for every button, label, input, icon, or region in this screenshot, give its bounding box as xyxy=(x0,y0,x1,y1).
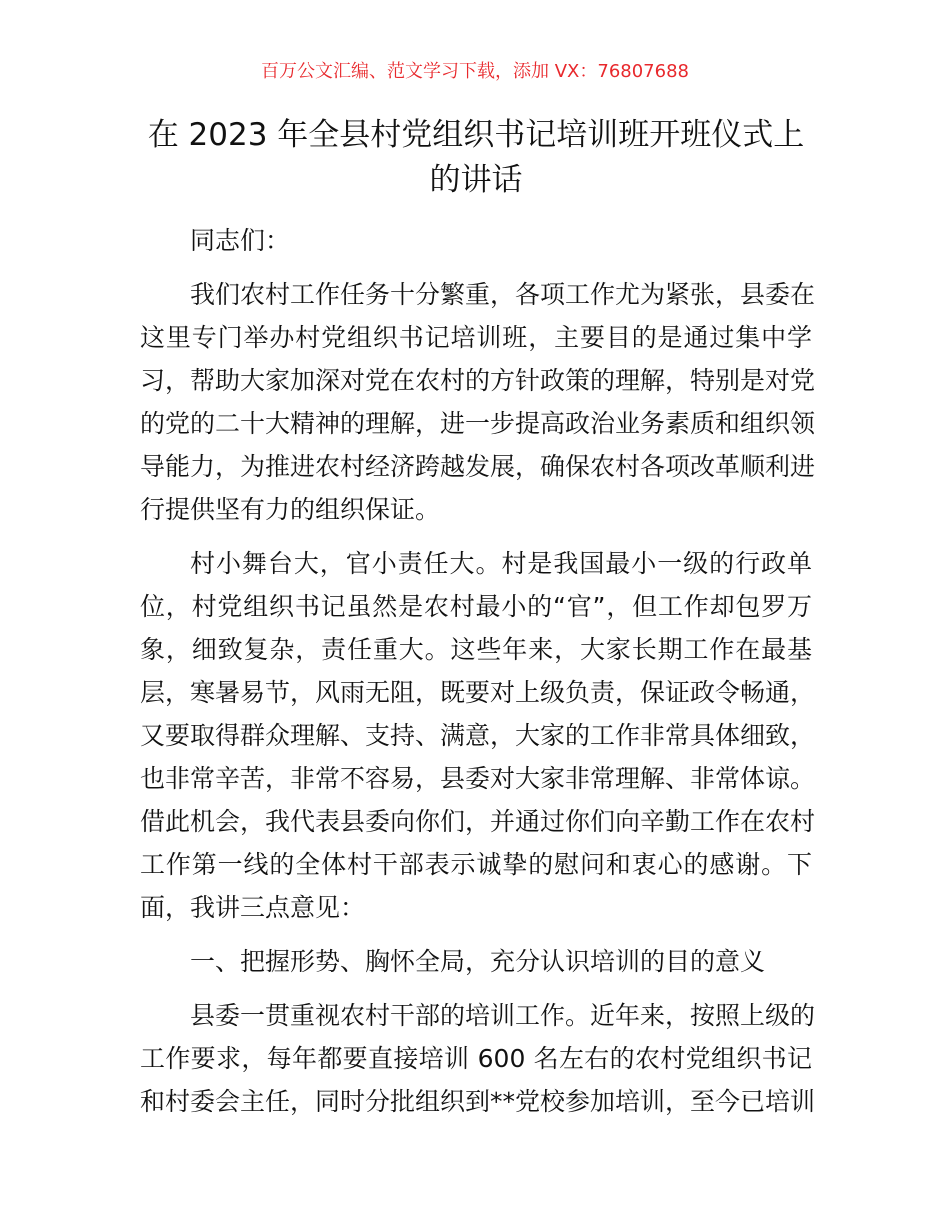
text-line: 同志们： xyxy=(190,226,291,255)
text-line: 借此机会，我代表县委向你们，并通过你们向辛勤工作在农村 xyxy=(140,807,816,836)
text-line: 导能力，为推进农村经济跨越发展，确保农村各项改革顺利进 xyxy=(140,452,816,481)
text-line: 层，寒暑易节，风雨无阻，既要对上级负责，保证政令畅通， xyxy=(140,678,816,707)
text-line: 面，我讲三点意见： xyxy=(140,893,366,922)
text-line: 又要取得群众理解、支持、满意，大家的工作非常具体细致， xyxy=(140,721,816,750)
document-body xyxy=(140,219,816,1134)
text-line: 位，村党组织书记虽然是农村最小的“官”，但工作却包罗万 xyxy=(140,592,812,621)
document-title xyxy=(140,113,812,203)
text-line: 县委一贯重视农村干部的培训工作。近年来，按照上级的 xyxy=(190,1001,816,1030)
text-line: 村小舞台大，官小责任大。村是我国最小一级的行政单 xyxy=(190,549,812,578)
paragraph xyxy=(140,542,816,929)
paragraph xyxy=(140,994,816,1123)
text-line: 的党的二十大精神的理解，进一步提高政治业务素质和组织领 xyxy=(140,409,816,438)
text-line: 工作第一线的全体村干部表示诚挚的慰问和衷心的感谢。下 xyxy=(140,850,812,879)
section-heading xyxy=(140,940,812,983)
watermark-banner: 百万公文汇编、范文学习下载，添加 VX：76807688 xyxy=(261,61,689,82)
text-line: 也非常辛苦，非常不容易，县委对大家非常理解、非常体谅。 xyxy=(140,764,816,793)
title-line: 在 2023 年全县村党组织书记培训班开班仪式上 xyxy=(147,117,805,153)
salutation xyxy=(140,219,812,262)
text-line: 这里专门举办村党组织书记培训班，主要目的是通过集中学 xyxy=(140,323,812,352)
text-line: 我们农村工作任务十分繁重，各项工作尤为紧张，县委在 xyxy=(190,280,816,309)
text-line: 象，细致复杂，责任重大。这些年来，大家长期工作在最基 xyxy=(140,635,812,664)
text-line: 和村委会主任，同时分批组织到**党校参加培训，至今已培训 xyxy=(140,1087,816,1116)
title-line: 的讲话 xyxy=(429,162,523,198)
text-line: 习，帮助大家加深对党在农村的方针政策的理解，特别是对党 xyxy=(140,366,816,395)
text-line: 行提供坚有力的组织保证。 xyxy=(140,495,441,524)
paragraph xyxy=(140,273,816,531)
text-line: 工作要求，每年都要直接培训 600 名左右的农村党组织书记 xyxy=(140,1044,812,1073)
text-line: 一、把握形势、胸怀全局，充分认识培训的目的意义 xyxy=(190,947,766,976)
